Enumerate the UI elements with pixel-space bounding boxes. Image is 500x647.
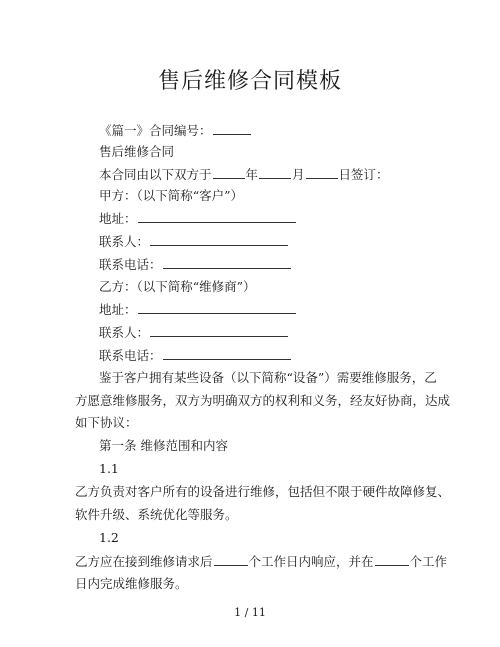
party-b-contact-line (99, 324, 289, 341)
section-1-1-line-2: 软件升级、系统优化等服务。 (75, 507, 238, 522)
party-b-label: 乙方：（以下简称“维修商”） (99, 279, 256, 294)
signing-date-line (99, 166, 389, 183)
contract-number-label: 《篇一》合同编号： (99, 123, 212, 138)
party-a-phone-blank (163, 256, 291, 269)
year-label: 年 (245, 167, 259, 182)
section-1-2-part-1: 乙方应在接到维修请求后 (75, 554, 213, 569)
page-number: 1 / 11 (234, 606, 266, 619)
contract-name: 售后维修合同 (99, 144, 175, 159)
contract-number-blank (213, 122, 251, 135)
intro-line-1: 鉴于客户拥有某些设备（以下简称“设备”）需要维修服务，乙 (99, 370, 437, 385)
party-a-phone-line (99, 256, 292, 273)
party-a-phone-label: 联系电话： (99, 257, 162, 272)
completion-days-blank (375, 553, 409, 566)
section-1-2-line-2: 日内完成维修服务。 (75, 576, 188, 591)
party-b-address-label: 地址： (99, 302, 137, 317)
party-b-address-blank (138, 301, 296, 314)
intro-line-2: 方愿意维修服务，双方为明确双方的权利和义务，经友好协商，达成 (75, 393, 451, 408)
day-blank (306, 166, 338, 179)
party-b-contact-label: 联系人： (99, 325, 150, 340)
party-b-phone-label: 联系电话： (99, 348, 162, 363)
party-a-address-blank (138, 210, 296, 223)
year-blank (213, 166, 245, 179)
party-a-address-label: 地址： (99, 211, 137, 226)
section-1-2-number: 1.2 (99, 530, 119, 545)
month-label: 月 (292, 167, 305, 182)
party-b-phone-blank (163, 347, 291, 360)
section-1-1-number: 1.1 (99, 461, 119, 476)
party-b-phone-line (99, 347, 292, 364)
month-blank (259, 166, 291, 179)
section-1-1-line-1: 乙方负责对客户所有的设备进行维修，包括但不限于硬件故障修复、 (75, 484, 451, 499)
section-1-2-line-1 (75, 553, 447, 570)
party-a-contact-line (99, 233, 289, 250)
signing-date-prefix: 本合同由以下双方于 (99, 167, 212, 182)
party-a-contact-blank (150, 233, 288, 246)
page-title: 售后维修合同模板 (157, 69, 342, 94)
party-a-contact-label: 联系人： (99, 234, 150, 249)
response-days-blank (214, 553, 248, 566)
section-1-2-part-3: 个工作 (409, 554, 448, 569)
article-1-heading: 第一条 维修范围和内容 (99, 438, 228, 453)
party-a-address-line (99, 210, 297, 227)
intro-line-3: 如下协议： (75, 415, 138, 430)
contract-number-line (99, 122, 252, 139)
section-1-2-part-2: 个工作日内响应，并在 (248, 554, 374, 569)
party-b-address-line (99, 301, 297, 318)
party-b-contact-blank (150, 324, 288, 337)
party-a-label: 甲方：（以下简称“客户”） (99, 188, 244, 203)
day-label: 日签订： (338, 167, 389, 182)
